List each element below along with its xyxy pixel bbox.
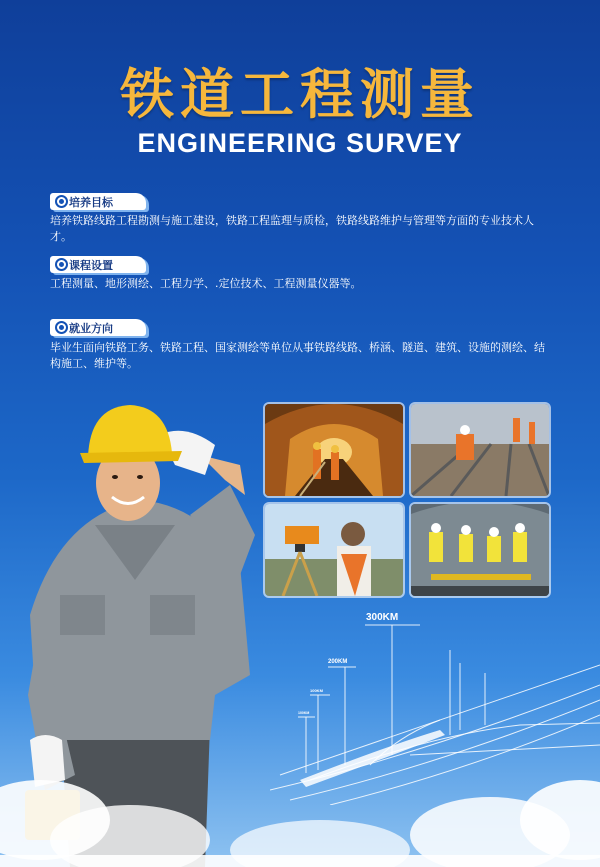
target-icon: [55, 258, 68, 271]
target-icon: [55, 195, 68, 208]
photo-tunnel-crew: [409, 502, 551, 598]
speed-label: 100KM: [298, 711, 310, 715]
section-label: 就业方向: [69, 322, 113, 335]
section-label: 课程设置: [69, 259, 113, 272]
section-text-goal: 培养铁路线路工程勘测与施工建设，铁路工程监理与质检，铁路线路维护与管理等方面的专业技术人才。: [50, 214, 534, 243]
section-label: 培养目标: [69, 196, 113, 209]
section-tag-career: [50, 319, 146, 336]
speed-label: 100KM: [310, 688, 323, 693]
speed-label: 300KM: [366, 612, 399, 623]
section-text-courses: 工程测量、地形测绘、工程力学、.定位技术、工程测量仪器等。: [50, 277, 362, 290]
section-text-career: 毕业生面向铁路工务、铁路工程、国家测绘等单位从事铁路线路、桥涵、隧道、建筑、设施的测绘、结构施工、维护等。: [50, 341, 545, 370]
poster-subtitle: ENGINEERING SURVEY: [137, 128, 463, 158]
photo-track-inspection: [409, 402, 551, 498]
section-tag-courses: [50, 256, 146, 273]
section-tag-goal: [50, 193, 146, 210]
poster-title: 铁道工程测量: [120, 63, 480, 126]
speed-label: 200KM: [328, 659, 348, 665]
target-icon: [55, 321, 68, 334]
cloud-decoration: [0, 740, 600, 867]
